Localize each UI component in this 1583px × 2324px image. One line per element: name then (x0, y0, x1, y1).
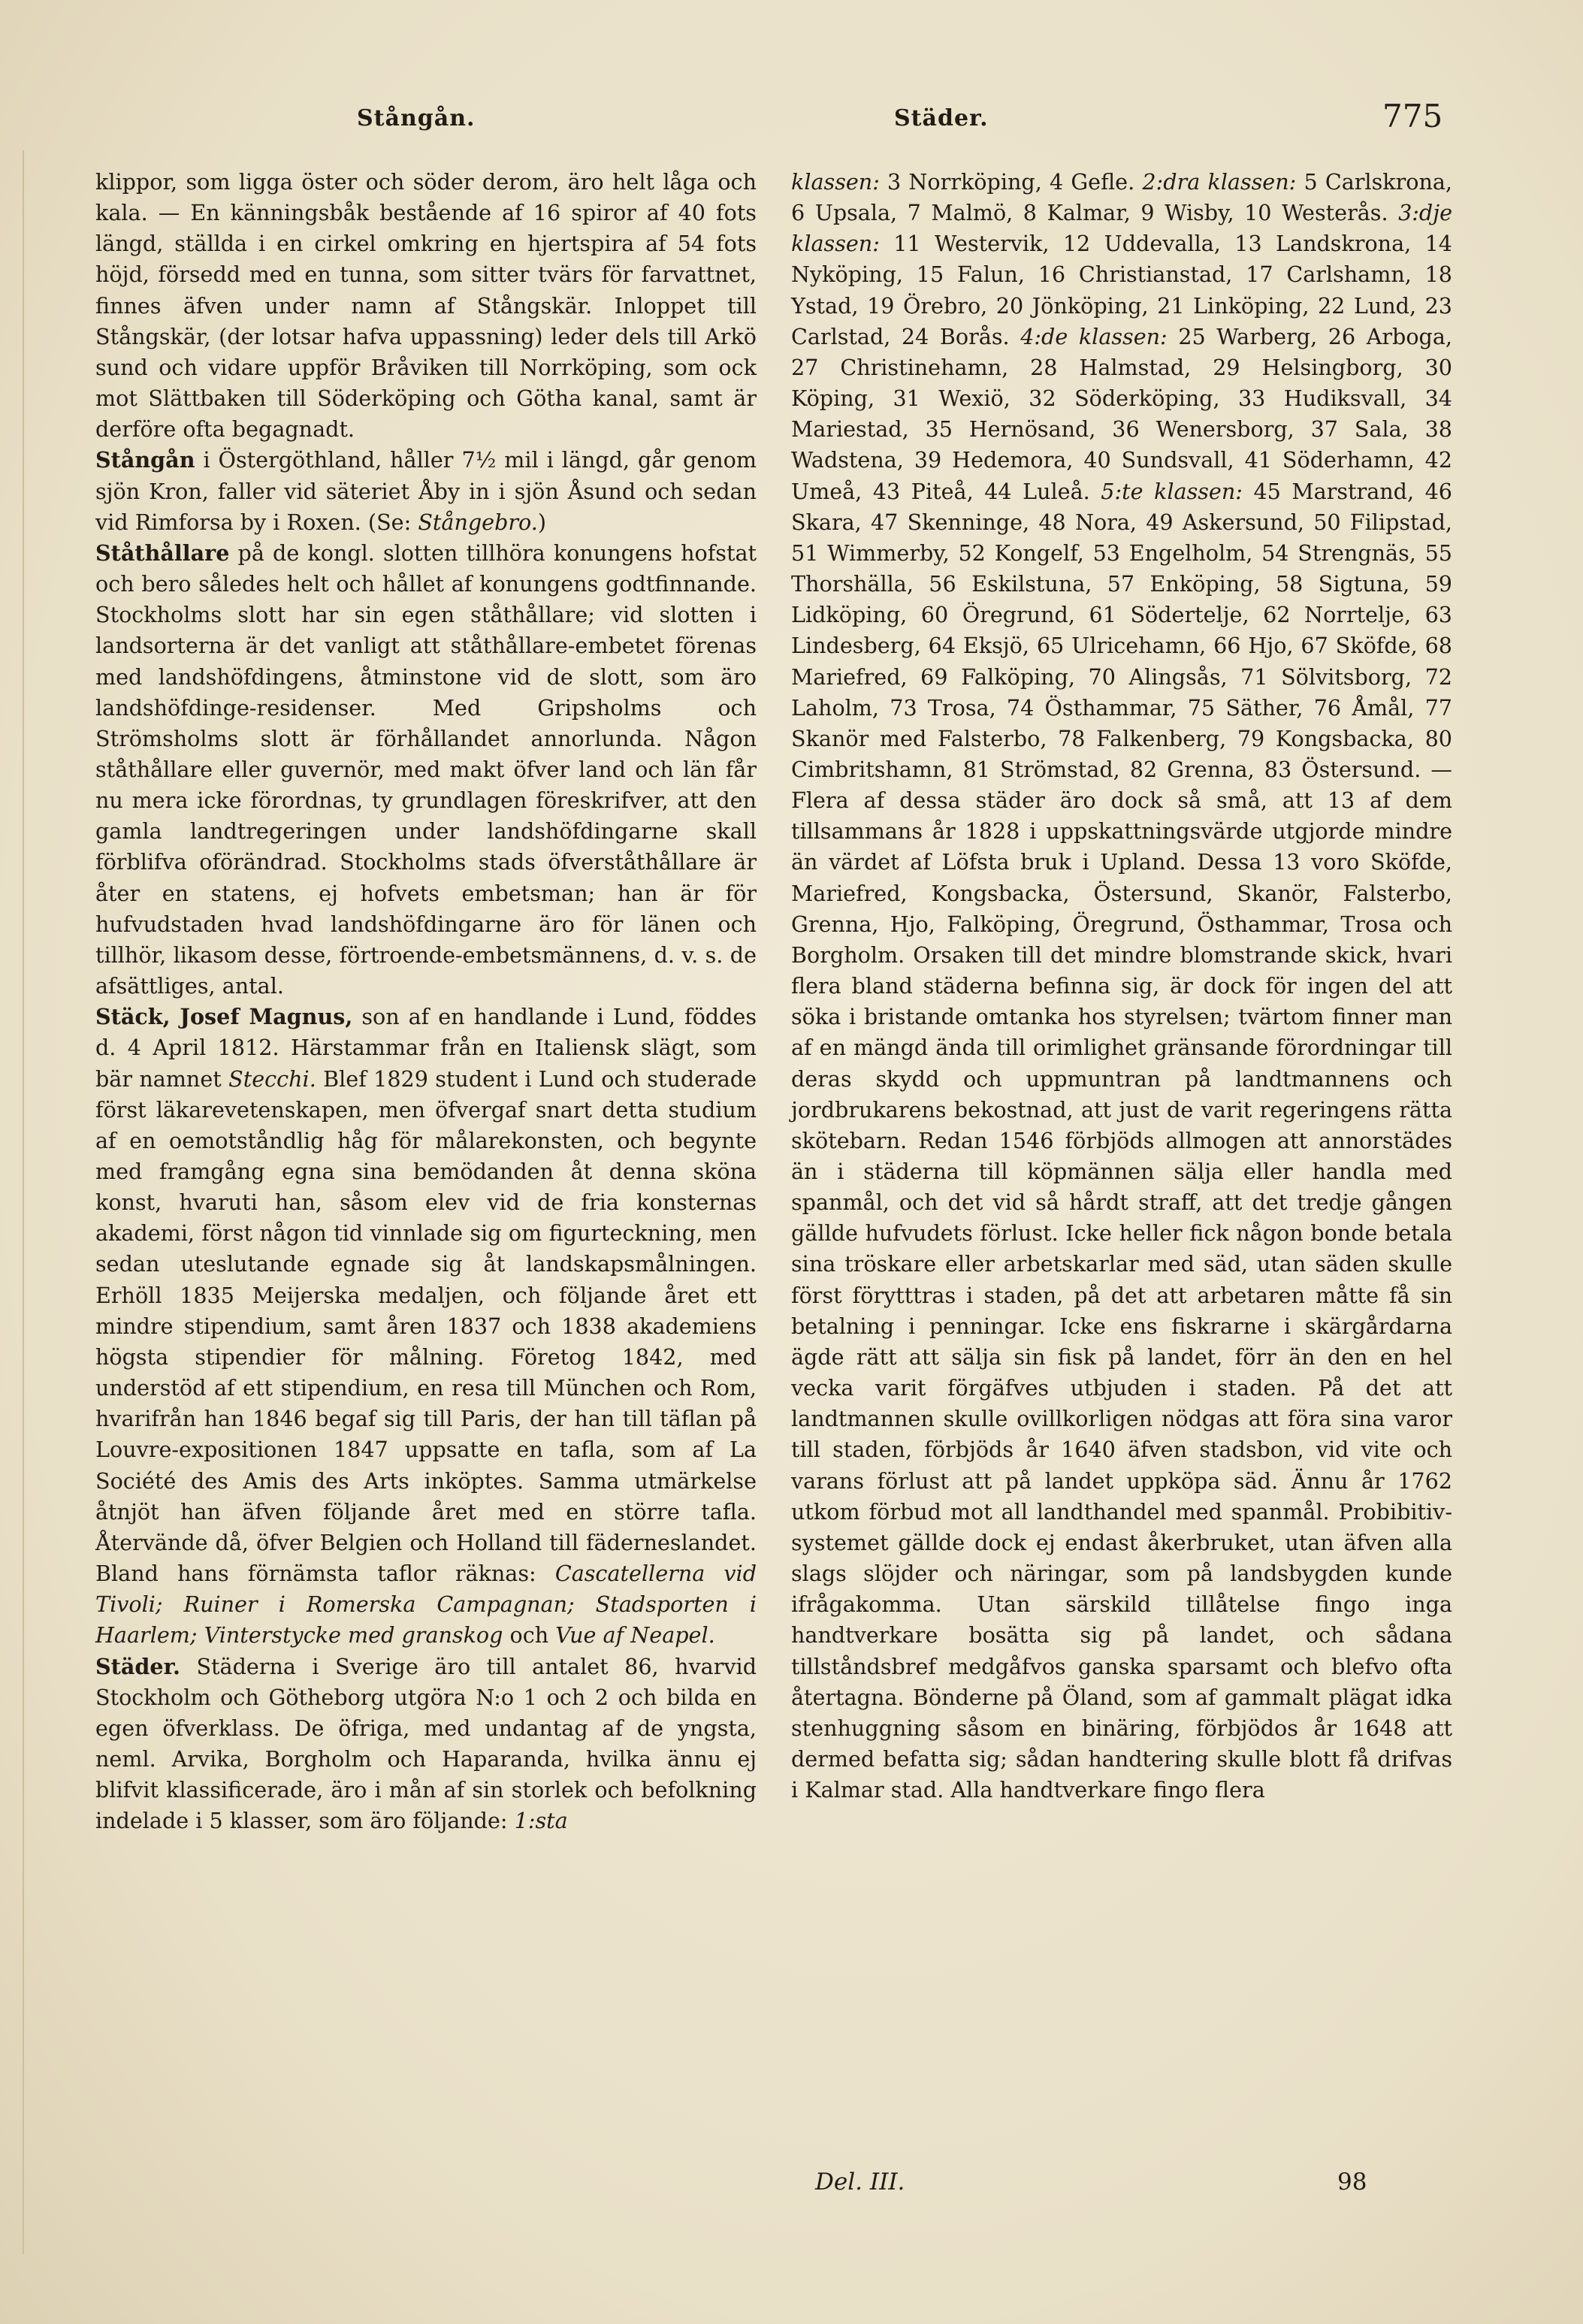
body-text: i Östergöthland, håller 7½ mil i längd, går genom sjön Kron, faller vid säteriet Åby in i sjön Åsund och sedan vid Rimforsa by i Roxen. (Se: (95, 447, 757, 535)
article-entry (95, 445, 757, 537)
body-text: ) (537, 509, 547, 535)
continued-paragraph (791, 167, 1452, 1806)
entry-headword: Stäck, Josef Magnus, (95, 1004, 353, 1030)
running-header (90, 98, 1443, 150)
italic-text: Vue af Neapel. (555, 1622, 715, 1649)
body-text: och (503, 1622, 556, 1649)
page-footer (0, 2168, 1583, 2206)
entry-headword: Städer. (95, 1653, 180, 1679)
italic-text: 4:de klassen: (1020, 323, 1168, 349)
body-text: 25 Warberg, 26 Arboga, 27 Christinehamn, 28 Halmstad, 29 Helsingborg, 30 Köping, 31 Wexiö, 32 Söderköping, 33 Hudiksvall, 34 Mariestad, 35 Hernösand, 36 Wenersborg, 37 Sala, 38 Wadstena, 39 Hedemora, 40 Sundsvall, 41 Söderhamn, 42 Umeå, 43 Piteå, 44 Luleå. (791, 323, 1452, 504)
italic-text: 5:te klassen: (1101, 478, 1243, 504)
page-gutter (0, 150, 24, 2254)
body-text: 5 Carlskrona, 6 Upsala, 7 Malmö, 8 Kalmar, 9 Wisby, 10 Westerås. (791, 169, 1453, 226)
page-number: 775 (1382, 98, 1443, 134)
italic-text: klassen: (791, 169, 880, 195)
body-text: Blef 1829 student i Lund och studerade först läkarevetenskapen, men öfvergaf snart detta studium af en oemotståndlig håg för målarekonsten, och begynte med framgång egna sina bemödanden åt denna sköna konst, hvaruti han, såsom elev vid de fria konsternas akademi, först någon tid vinnlade sig om figurteckning, men sedan uteslutande egnade sig åt landskapsmålningen. Erhöll 1835 Meijerska medaljen, och följande året ett mindre stipendium, samt åren 1837 och 1838 akademiens högsta stipendier för målning. Företog 1842, med understöd af ett stipendium, en resa till München och Rom, hvarifrån han 1846 begaf sig till Paris, der han till täflan på Louvre-expositionen 1847 uppsatte en tafla, som af La Société des Amis des Arts inköptes. Samma utmärkelse åtnjöt han äfven följande året med en större tafla. Återvände då, öfver Belgien och Holland till fäderneslandet. Bland hans förnämsta taflor räknas: (95, 1065, 757, 1587)
article-entry (95, 538, 757, 1002)
italic-text: 1:sta (514, 1808, 568, 1834)
body-text: 3 Norrköping, 4 Gefle. (879, 169, 1143, 195)
italic-text: Cascatellerna vid Tivoli; Ruiner i Romerska Campagnan; Stadsporten i Haarlem; Vinterstycke med granskog (95, 1561, 757, 1649)
continued-paragraph (95, 167, 757, 445)
entry-headword: Ståthållare (95, 539, 230, 566)
right-running-head: Städer. (894, 105, 989, 131)
italic-text: Stecchi. (228, 1065, 316, 1092)
article-entry (95, 1002, 757, 1651)
body-text: Städerna i Sverige äro till antalet 86, hvarvid Stockholm och Götheborg utgöra N:o 1 och 2 och bilda en egen öfverklass. De öfriga, med undantag af de yngsta, neml. Arvika, Borgholm och Haparanda, hvilka ännu ej blifvit klassificerade, äro i mån af sin storlek och befolkning indelade i 5 klasser, som äro följande: (95, 1653, 757, 1834)
italic-text: Stångebro. (418, 509, 538, 535)
italic-text: 3:dje klassen: (791, 200, 1452, 257)
body-text: klippor, som ligga öster och söder derom, äro helt låga och kala. — En känningsbåk bestående af 16 spiror af 40 fots längd, ställda i en cirkel omkring en hjertspira af 54 fots höjd, försedd med en tunna, som sitter tvärs för farvattnet, finnes äfven under namn af Stångskär. Inloppet till Stångskär, (der lotsar hafva uppassning) leder dels till Arkö sund och vidare uppför Bråviken till Norrköping, som ock mot Slättbaken till Söderköping och Götha kanal, samt är derföre ofta begagnadt. (95, 169, 757, 443)
body-text: på de kongl. slotten tillhöra konungens hofstat och bero således helt och hållet af konungens godtfinnande. Stockholms slott har sin egen ståthållare; vid slotten i landsorterna är det vanligt att ståthållare-embetet förenas med landshöfdingens, åtminstone vid de slott, som äro landshöfdinge-residenser. Med Gripsholms och Strömsholms slott är förhållandet annorlunda. Någon ståthållare eller guvernör, med makt öfver land och län får nu mera icke förordnas, ty grundlagen föreskrifver, att den gamla landtregeringen under landshöfdingarne skall förblifva oförändrad. Stockholms stads öfverståthållare är åter en statens, ej hofvets embetsman; han är för hufvudstaden hvad landshöfdingarne äro för länen och tillhör, likasom desse, förtroende-embetsmännens, d. v. s. de afsättliges, antal. (95, 539, 757, 999)
left-running-head: Stångån. (357, 105, 476, 131)
left-text-column (95, 167, 757, 1836)
article-entry (95, 1652, 757, 1837)
sheet-number: 98 (1337, 2168, 1367, 2196)
body-text: 11 Westervik, 12 Uddevalla, 13 Landskrona, 14 Nyköping, 15 Falun, 16 Christianstad, 17 Carlshamn, 18 Ystad, 19 Örebro, 20 Jönköping, 21 Linköping, 22 Lund, 23 Carlstad, 24 Borås. (791, 231, 1452, 349)
body-text: son af en handlande i Lund, föddes d. 4 April 1812. Härstammar från en Italiensk slägt, som bär namnet (95, 1004, 757, 1092)
body-text: 45 Marstrand, 46 Skara, 47 Skenninge, 48 Nora, 49 Askersund, 50 Filipstad, 51 Wimmerby, 52 Kongelf, 53 Engelholm, 54 Strengnäs, 55 Thorshälla, 56 Eskilstuna, 57 Enköping, 58 Sigtuna, 59 Lidköping, 60 Öregrund, 61 Södertelje, 62 Norrtelje, 63 Lindesberg, 64 Eksjö, 65 Ulricehamn, 66 Hjo, 67 Sköfde, 68 Mariefred, 69 Falköping, 70 Alingsås, 71 Sölvitsborg, 72 Laholm, 73 Trosa, 74 Östhammar, 75 Säther, 76 Åmål, 77 Skanör med Falsterbo, 78 Falkenberg, 79 Kongsbacka, 80 Cimbritshamn, 81 Strömstad, 82 Grenna, 83 Östersund. — Flera af dessa städer äro dock så små, att 13 af dem tillsammans år 1828 i uppskattningsvärde utgjorde mindre än värdet af Löfsta bruk i Upland. Dessa 13 voro Sköfde, Mariefred, Kongsbacka, Östersund, Skanör, Falsterbo, Grenna, Hjo, Falköping, Öregrund, Östhammar, Trosa och Borgholm. Orsaken till det mindre blomstrande skick, hvari flera bland städerna befinna sig, är dock för ingen del att söka i bristande omtanka hos styrelsen; tvärtom finner man af en mängd ända till orimlighet gränsande förordningar till deras skydd och uppmuntran på landtmannens och jordbrukarens bekostnad, att just de varit regeringens rätta skötebarn. Redan 1546 förbjöds allmogen att annorstädes än i städerna till köpmännen sälja eller handla med spanmål, och det vid så hårdt straff, att det tredje gången gällde hufvudets förlust. Icke heller fick någon bonde betala sina tröskare eller arbetskarlar med säd, utan säden skulle först förytttras i staden, på det att arbetaren måtte få sin betalning i penningar. Icke ens fiskrarne i skärgårdarna ägde rätt att sälja sin fisk på landet, förr än den en hel vecka varit förgäfves utbjuden i staden. På det att landtmannen skulle ovillkorligen nödgas att föra sina varor till staden, förbjöds år 1640 äfven stadsbon, vid vite och varans förlust att på landet uppköpa säd. Ännu år 1762 utkom förbud mot all landthandel med spanmål. Probibitiv-systemet gällde dock ej endast åkerbruket, utan äfven alla slags slöjder och näringar, som på landsbygden kunde ifrågakomma. Utan särskild tillåtelse fingo inga handtverkare bosätta sig på landet, och sådana tillståndsbref medgåfvos ganska sparsamt och blefvo ofta återtagna. Bönderne på Öland, som af gammalt plägat idka stenhuggning såsom en binäring, förbjödos år 1648 att dermed befatta sig; sådan handtering skulle blott få drifvas i Kalmar stad. Alla handtverkare fingo flera (791, 478, 1452, 1803)
right-text-column (791, 167, 1452, 1806)
entry-headword: Stångån (95, 447, 195, 473)
italic-text: 2:dra klassen: (1142, 169, 1297, 195)
volume-signature: Del. III. (815, 2168, 905, 2196)
